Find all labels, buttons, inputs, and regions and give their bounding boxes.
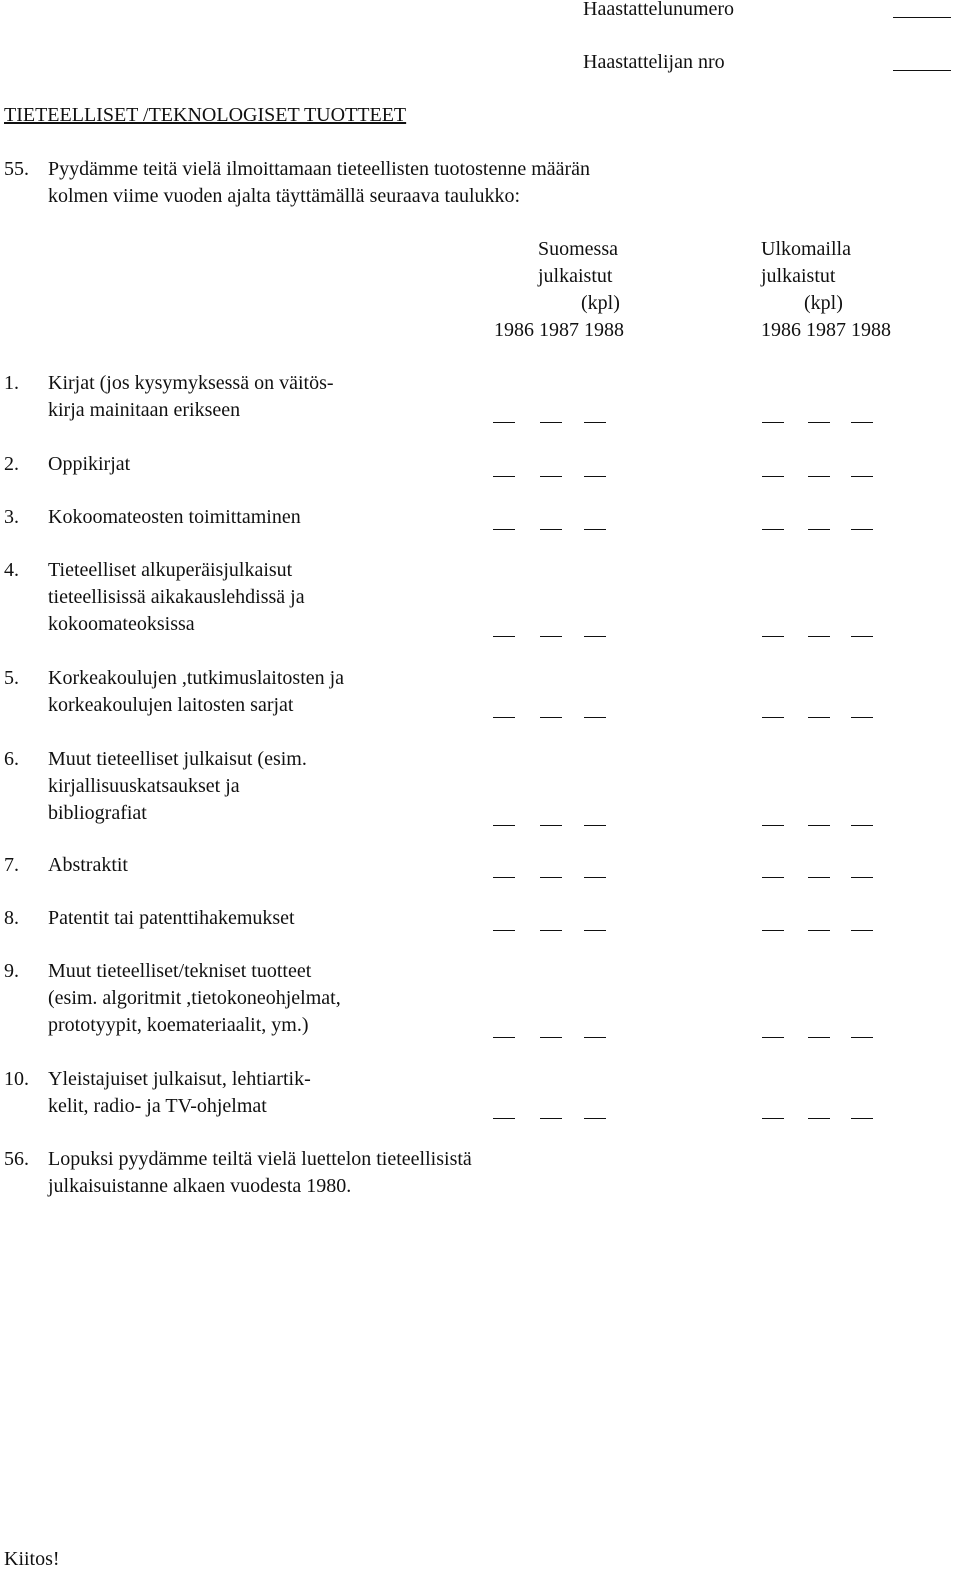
domestic-count-field[interactable] — [493, 1037, 515, 1038]
foreign-count-field[interactable] — [851, 877, 873, 878]
foreign-header-line2: julkaistut — [761, 265, 836, 287]
item-label-line: Oppikirjat — [48, 453, 131, 475]
item-number: 6. — [4, 748, 19, 770]
domestic-count-field[interactable] — [493, 717, 515, 718]
item-number: 7. — [4, 854, 19, 876]
q56-number: 56. — [4, 1148, 29, 1170]
domestic-count-field[interactable] — [584, 825, 606, 826]
domestic-header-line2: julkaistut — [538, 265, 613, 287]
domestic-count-field[interactable] — [584, 422, 606, 423]
item-label-line: Tieteelliset alkuperäisjulkaisut — [48, 559, 293, 581]
q55-number: 55. — [4, 158, 29, 180]
foreign-count-field[interactable] — [851, 476, 873, 477]
foreign-count-field[interactable] — [851, 529, 873, 530]
interviewer-number-field[interactable] — [893, 70, 951, 71]
domestic-count-field[interactable] — [493, 930, 515, 931]
domestic-count-field[interactable] — [540, 1118, 562, 1119]
domestic-count-field[interactable] — [540, 476, 562, 477]
domestic-count-field[interactable] — [493, 1118, 515, 1119]
foreign-count-field[interactable] — [762, 1118, 784, 1119]
item-number: 9. — [4, 960, 19, 982]
item-label-line: Yleistajuiset julkaisut, lehtiartik- — [48, 1068, 311, 1090]
item-number: 2. — [4, 453, 19, 475]
foreign-count-field[interactable] — [808, 717, 830, 718]
foreign-count-field[interactable] — [851, 930, 873, 931]
foreign-count-field[interactable] — [808, 1118, 830, 1119]
item-label-line: Patentit tai patenttihakemukset — [48, 907, 295, 929]
foreign-count-field[interactable] — [851, 717, 873, 718]
foreign-count-field[interactable] — [762, 636, 784, 637]
foreign-count-field[interactable] — [808, 930, 830, 931]
foreign-count-field[interactable] — [762, 825, 784, 826]
interviewer-number-label: Haastattelijan nro — [583, 51, 725, 73]
foreign-count-field[interactable] — [808, 877, 830, 878]
interview-number-label: Haastattelunumero — [583, 0, 735, 20]
domestic-count-field[interactable] — [493, 529, 515, 530]
q56-text-line2: julkaisuistanne alkaen vuodesta 1980. — [48, 1175, 352, 1197]
foreign-count-field[interactable] — [762, 1037, 784, 1038]
foreign-header-line1: Ulkomailla — [761, 238, 851, 260]
item-label-line: Korkeakoulujen ,tutkimuslaitosten ja — [48, 667, 345, 689]
item-label-line: kirjallisuuskatsaukset ja — [48, 775, 240, 797]
domestic-count-field[interactable] — [540, 422, 562, 423]
foreign-count-field[interactable] — [762, 717, 784, 718]
item-number: 10. — [4, 1068, 29, 1090]
foreign-count-field[interactable] — [808, 476, 830, 477]
foreign-count-field[interactable] — [851, 825, 873, 826]
item-label-line: Muut tieteelliset/tekniset tuotteet — [48, 960, 312, 982]
item-label-line: (esim. algoritmit ,tietokoneohjelmat, — [48, 987, 341, 1009]
domestic-count-field[interactable] — [584, 529, 606, 530]
item-label-line: Muut tieteelliset julkaisut (esim. — [48, 748, 307, 770]
item-label-line: Kokoomateosten toimittaminen — [48, 506, 301, 528]
foreign-count-field[interactable] — [808, 422, 830, 423]
foreign-count-field[interactable] — [851, 636, 873, 637]
item-label-line: prototyypit, koemateriaalit, ym.) — [48, 1014, 309, 1036]
domestic-header-line3: (kpl) — [581, 292, 620, 314]
domestic-count-field[interactable] — [584, 717, 606, 718]
item-label-line: kokoomateoksissa — [48, 613, 195, 635]
foreign-count-field[interactable] — [762, 877, 784, 878]
domestic-count-field[interactable] — [540, 877, 562, 878]
foreign-count-field[interactable] — [762, 930, 784, 931]
item-label-line: Kirjat (jos kysymyksessä on väitös- — [48, 372, 334, 394]
domestic-count-field[interactable] — [540, 825, 562, 826]
domestic-count-field[interactable] — [540, 636, 562, 637]
section-title: TIETEELLISET /TEKNOLOGISET TUOTTEET — [4, 104, 407, 126]
item-label-line: korkeakoulujen laitosten sarjat — [48, 694, 294, 716]
domestic-count-field[interactable] — [540, 1037, 562, 1038]
item-number: 3. — [4, 506, 19, 528]
domestic-count-field[interactable] — [584, 1037, 606, 1038]
foreign-count-field[interactable] — [851, 422, 873, 423]
foreign-count-field[interactable] — [808, 636, 830, 637]
item-label-line: Abstraktit — [48, 854, 128, 876]
item-number: 4. — [4, 559, 19, 581]
item-number: 8. — [4, 907, 19, 929]
domestic-header-years: 1986 1987 1988 — [494, 319, 624, 341]
foreign-header-years: 1986 1987 1988 — [761, 319, 891, 341]
domestic-count-field[interactable] — [493, 422, 515, 423]
domestic-count-field[interactable] — [493, 636, 515, 637]
foreign-count-field[interactable] — [762, 476, 784, 477]
foreign-count-field[interactable] — [762, 422, 784, 423]
domestic-count-field[interactable] — [584, 930, 606, 931]
item-number: 1. — [4, 372, 19, 394]
q55-text-line1: Pyydämme teitä vielä ilmoittamaan tieteellisten tuotostenne määrän — [48, 158, 591, 180]
foreign-header-line3: (kpl) — [804, 292, 843, 314]
foreign-count-field[interactable] — [762, 529, 784, 530]
item-number: 5. — [4, 667, 19, 689]
domestic-count-field[interactable] — [540, 529, 562, 530]
domestic-count-field[interactable] — [584, 636, 606, 637]
domestic-count-field[interactable] — [493, 825, 515, 826]
domestic-count-field[interactable] — [493, 476, 515, 477]
item-label-line: bibliografiat — [48, 802, 147, 824]
foreign-count-field[interactable] — [808, 529, 830, 530]
closing-text: Kiitos! — [4, 1548, 60, 1570]
domestic-count-field[interactable] — [584, 1118, 606, 1119]
domestic-count-field[interactable] — [540, 717, 562, 718]
domestic-count-field[interactable] — [540, 930, 562, 931]
domestic-header-line1: Suomessa — [538, 238, 618, 260]
item-label-line: kelit, radio- ja TV-ohjelmat — [48, 1095, 267, 1117]
foreign-count-field[interactable] — [808, 1037, 830, 1038]
domestic-count-field[interactable] — [493, 877, 515, 878]
foreign-count-field[interactable] — [808, 825, 830, 826]
domestic-count-field[interactable] — [584, 476, 606, 477]
domestic-count-field[interactable] — [584, 877, 606, 878]
foreign-count-field[interactable] — [851, 1118, 873, 1119]
interview-number-field[interactable] — [893, 17, 951, 18]
q55-text-line2: kolmen viime vuoden ajalta täyttämällä seuraava taulukko: — [48, 185, 521, 207]
item-label-line: tieteellisissä aikakauslehdissä ja — [48, 586, 305, 608]
q56-text-line1: Lopuksi pyydämme teiltä vielä luettelon tieteellisistä — [48, 1148, 472, 1170]
foreign-count-field[interactable] — [851, 1037, 873, 1038]
item-label-line: kirja mainitaan erikseen — [48, 399, 241, 421]
